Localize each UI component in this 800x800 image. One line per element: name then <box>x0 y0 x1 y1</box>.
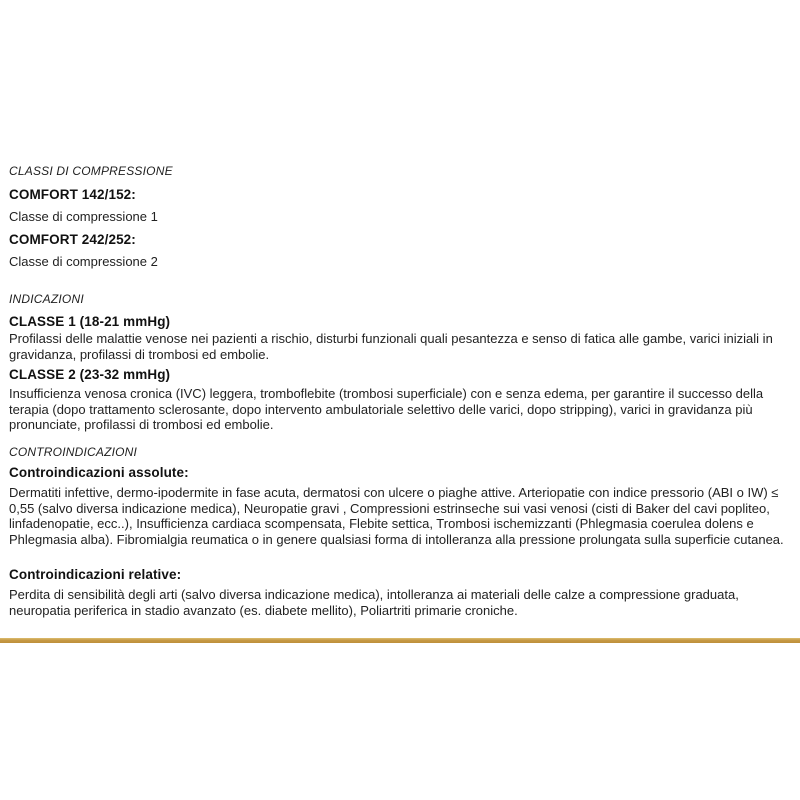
absolute-contraindications-title: Controindicazioni assolute: <box>9 465 189 480</box>
relative-contraindications-text: Perdita di sensibilità degli arti (salvo diversa indicazione medica), intolleranza ai materiali delle calze a compressione graduata, neuropatia periferica in stadio avanzato (es. diabete mellito), Poliartriti primarie croniche. <box>9 587 739 618</box>
section-heading-compression-classes: CLASSI DI COMPRESSIONE <box>9 164 173 178</box>
class2-title: CLASSE 2 (23-32 mmHg) <box>9 367 171 382</box>
section-heading-indications: INDICAZIONI <box>9 292 84 306</box>
absolute-contraindications-text: Dermatiti infettive, dermo-ipodermite in fase acuta, dermatosi con ulcere o piaghe attive. Arteriopatie con indice pressorio (ABI o IW) ≤ 0,55 (salvo diversa indicazione medica), Neuropatie gravi , Compressioni estrinseche sui vasi venosi (cisti di Baker del cavi popliteo, linfadenopatie, ecc..), Insufficienza cardiaca scompensata, Flebite settica, Trombosi ischemizzanti (Phlegmasia coerulea dolens e Phlegmasia alba). Fibromialgia reumatica o in genere qualsiasi forma di intolleranza alla pressione prolungata sulla superficie cutanea. <box>9 485 784 547</box>
class2-description: Insufficienza venosa cronica (IVC) leggera, tromboflebite (trombosi superficiale) con e senza edema, per garantire il successo della terapia (dopo trattamento sclerosante, dopo intervento ambulatoriale selettivo delle varici, dopo stripping), varici in gravidanza più pronunciate, profilassi di trombosi ed embolie. <box>9 386 764 432</box>
comfort-142-152-value: Classe di compressione 1 <box>9 209 158 224</box>
comfort-242-252-value: Classe di compressione 2 <box>9 254 158 269</box>
gold-accent-divider <box>0 638 800 643</box>
section-heading-contraindications: CONTROINDICAZIONI <box>9 445 138 459</box>
class1-description: Profilassi delle malattie venose nei pazienti a rischio, disturbi funzionali quali pesantezza e senso di fatica alle gambe, varici iniziali in gravidanza, profilassi di trombosi ed embolie. <box>9 331 773 362</box>
relative-contraindications-title: Controindicazioni relative: <box>9 567 182 582</box>
comfort-242-252-title: COMFORT 242/252: <box>9 232 136 247</box>
class1-title: CLASSE 1 (18-21 mmHg) <box>9 314 171 329</box>
comfort-142-152-title: COMFORT 142/152: <box>9 187 136 202</box>
